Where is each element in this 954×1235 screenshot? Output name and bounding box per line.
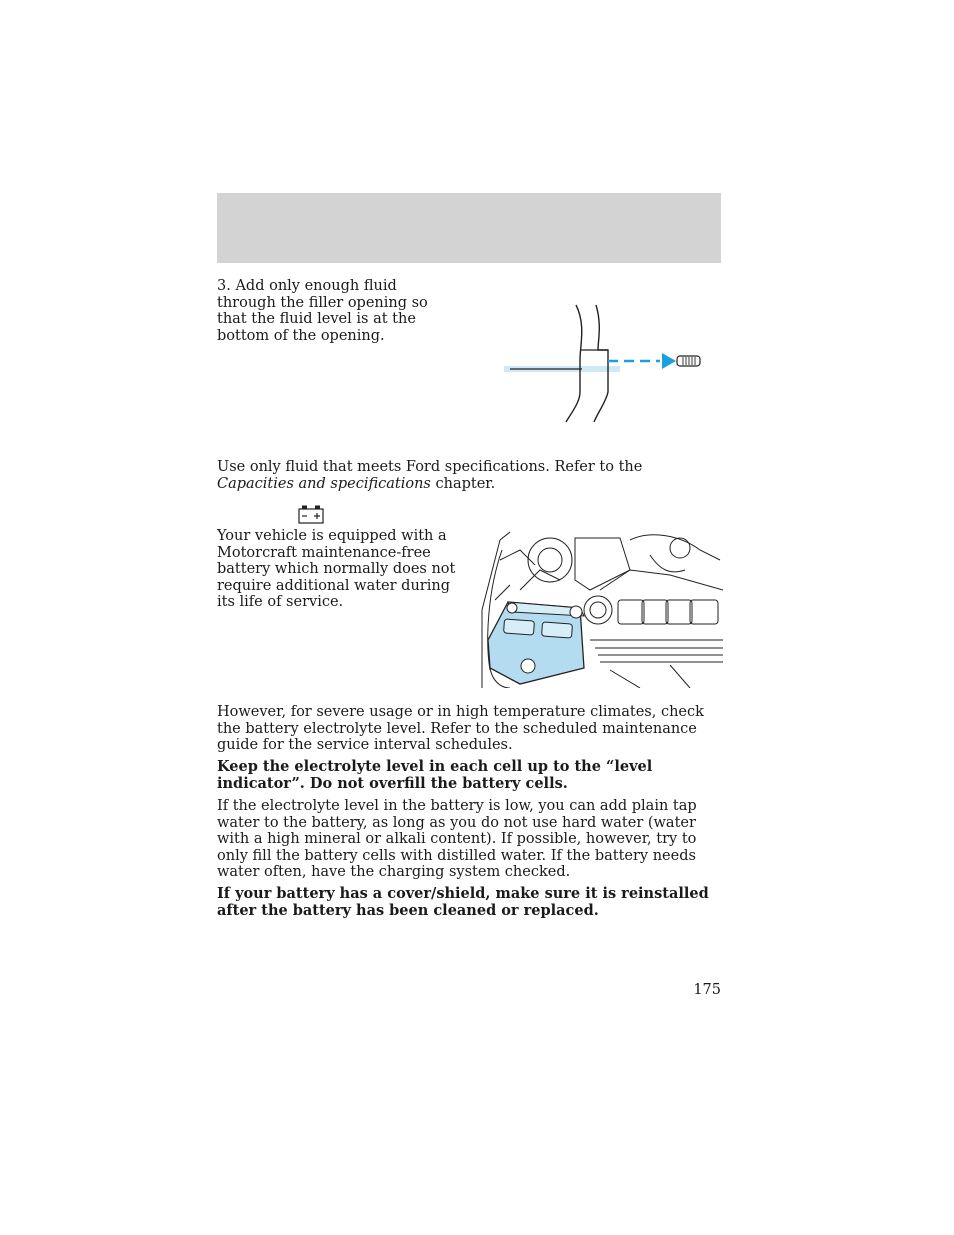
battery-hold-down-bolt: [521, 659, 535, 673]
fluid-spec-note: [217, 459, 721, 492]
arrow-head-icon: [662, 353, 676, 369]
reservoir-wall-right: [594, 305, 608, 422]
battery-terminal-positive: [570, 606, 582, 618]
cover-shield-warning: If your battery has a cover/shield, make sure it is reinstalled after the battery has been cleaned or replaced.: [217, 885, 709, 919]
filler-cap-icon: [677, 356, 700, 366]
capacities-chapter-reference: Capacities and specifications: [217, 475, 431, 492]
page-number: 175: [693, 982, 721, 998]
engine-bay-battery-illustration: [480, 530, 723, 688]
tap-water-paragraph: If the electrolyte level in the battery is low, you can add plain tap water to the battery, as long as you do not use hard water (water with a high mineral or alkali content). If possible, however, try to only fill the battery cells with distilled water. If the battery needs water often, have the charging system checked.: [217, 798, 697, 880]
spec-text-before: Use only fluid that meets Ford specifications. Refer to the: [217, 459, 643, 475]
reservoir-wall-left: [566, 305, 582, 422]
section-header-band: [217, 193, 721, 263]
battery-maintenance-free-text: Your vehicle is equipped with a Motorcraft maintenance-free battery which normally does not require additional water during its life of service.: [217, 528, 456, 610]
battery-vent-cap-left: [504, 619, 535, 635]
battery-vent-cap-right: [542, 622, 573, 638]
spec-text-after: chapter.: [430, 475, 496, 492]
reservoir-cap: [584, 596, 612, 624]
step-3-text: 3. Add only enough fluid through the filler opening so that the fluid level is at the bottom of the opening.: [217, 278, 428, 344]
severe-usage-paragraph: However, for severe usage or in high temperature climates, check the battery electrolyte level. Refer to the scheduled maintenance guide for the service interval schedules.: [217, 704, 704, 753]
fluid-filler-illustration: [500, 300, 705, 425]
electrolyte-level-warning: Keep the electrolyte level in each cell up to the “level indicator”. Do not overfill the battery cells.: [217, 758, 653, 792]
battery-symbol-icon: [297, 504, 325, 524]
battery-terminal-negative: [507, 603, 517, 613]
